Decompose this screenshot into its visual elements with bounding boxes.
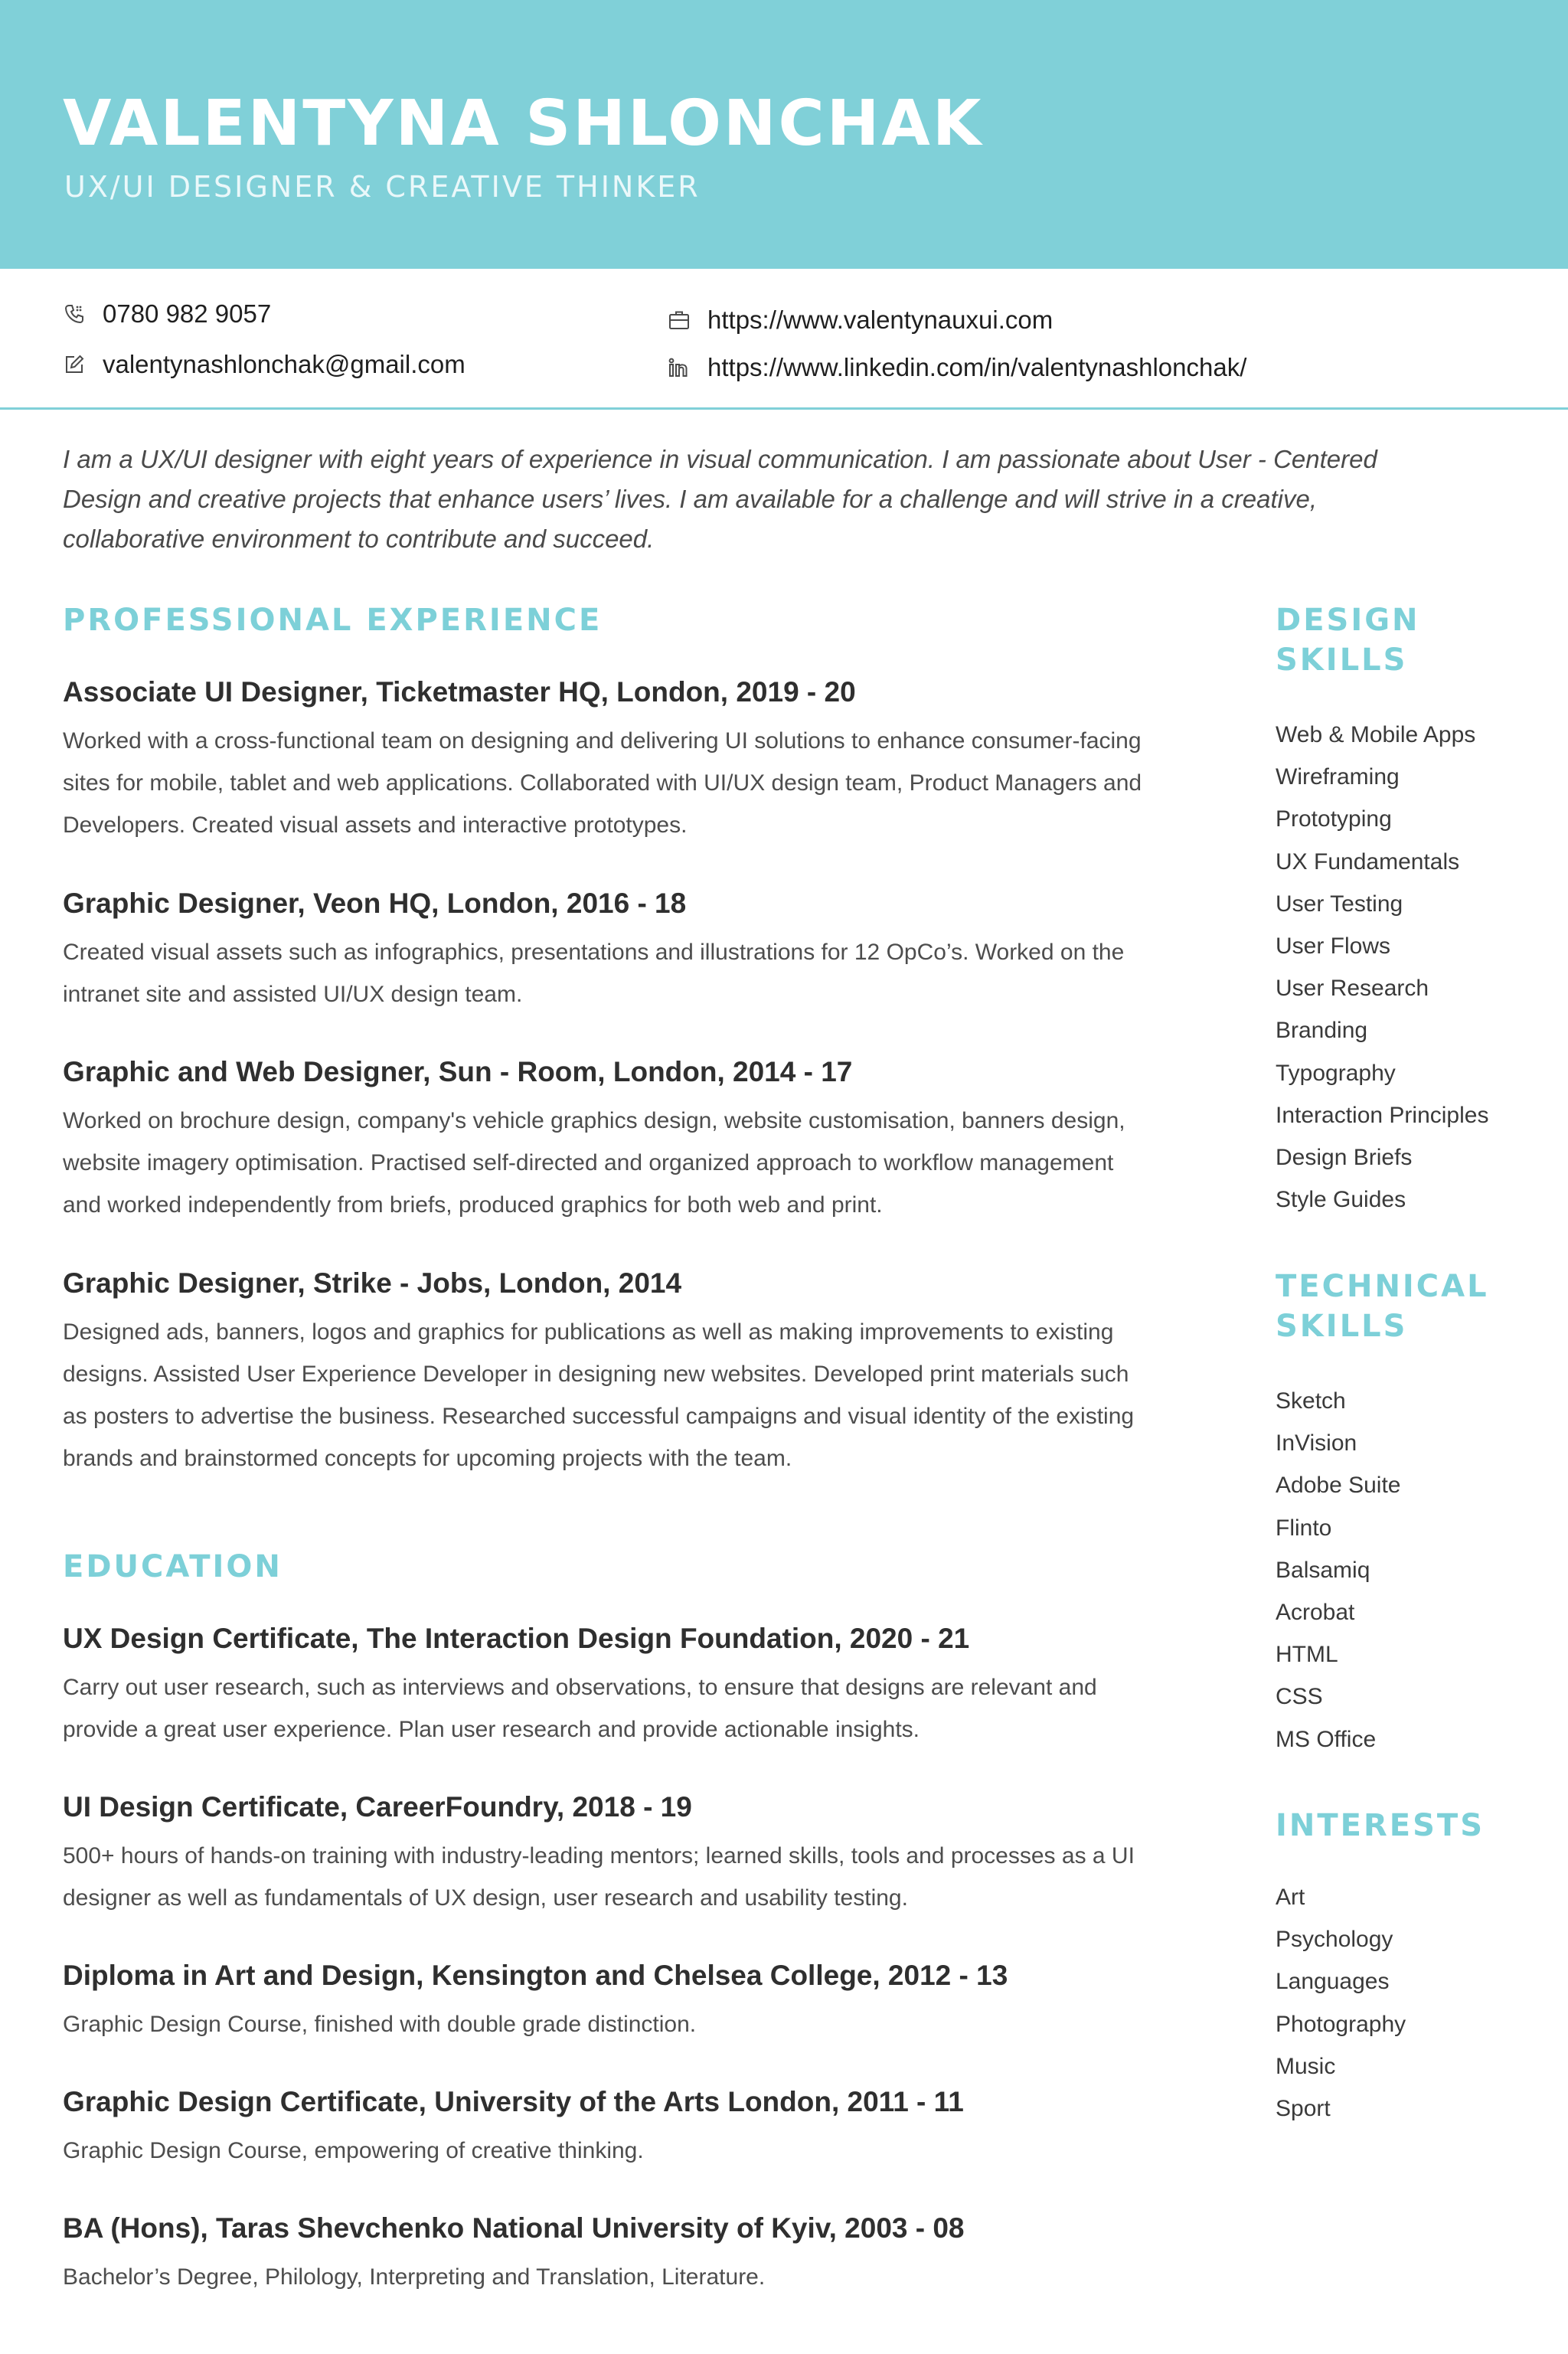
linkedin-icon (668, 356, 691, 379)
technical-skills-heading (1276, 1267, 1551, 1346)
contact-divider (0, 407, 1568, 410)
list-item: InVision (1276, 1430, 1357, 1457)
list-item: MS Office (1276, 1726, 1377, 1752)
list-item: User Flows (1276, 933, 1391, 960)
technical-skills-heading-line1: TECHNICAL (1276, 1269, 1489, 1304)
education-title: Graphic Design Certificate, University of the Arts London, 2011 - 11 (63, 2086, 964, 2117)
experience-heading: PROFESSIONAL EXPERIENCE (63, 603, 603, 638)
contact-linkedin[interactable] (668, 345, 1246, 391)
experience-item (63, 1054, 1158, 1226)
interests-list (1276, 1876, 1406, 2130)
experience-description: Worked on brochure design, company's vehicle graphics design, website customisation, banners design, website imagery optimisation. Practised self-directed and organized approach to workflow management and worked independently from briefs, produced graphics for both web and print. (63, 1108, 1125, 1218)
list-item: Art (1276, 1885, 1305, 1910)
education-item (63, 1789, 1158, 1919)
list-item: Languages (1276, 1969, 1390, 1995)
candidate-name: VALENTYNA SHLONCHAK (63, 87, 984, 160)
education-title: UX Design Certificate, The Interaction Design Foundation, 2020 - 21 (63, 1623, 970, 1654)
phone-icon (63, 302, 86, 325)
technical-skills-heading-line2: SKILLS (1276, 1309, 1408, 1344)
technical-skills-list (1276, 1380, 1400, 1761)
education-description: Carry out user research, such as interviews and observations, to ensure that designs are relevant and provide a great user experience. Plan user research and provide actionable insights. (63, 1675, 1097, 1742)
experience-title: Graphic and Web Designer, Sun - Room, London, 2014 - 17 (63, 1056, 853, 1087)
education-description: Bachelor’s Degree, Philology, Interpreting and Translation, Literature. (63, 2264, 766, 2290)
education-title: Diploma in Art and Design, Kensington and Chelsea College, 2012 - 13 (63, 1960, 1008, 1991)
list-item: Web & Mobile Apps (1276, 722, 1476, 747)
experience-item (63, 1265, 1158, 1479)
list-item: Balsamiq (1276, 1557, 1370, 1583)
list-item: Typography (1276, 1060, 1396, 1086)
list-item: UX Fundamentals (1276, 848, 1460, 875)
header-banner (0, 0, 1568, 269)
list-item: HTML (1276, 1642, 1338, 1668)
experience-description: Created visual assets such as infographics, presentations and illustrations for 12 OpCo’s. Worked on the intranet site and assisted UI/UX design team. (63, 940, 1125, 1007)
list-item: CSS (1276, 1684, 1323, 1710)
list-item: Photography (1276, 2011, 1406, 2037)
experience-description: Designed ads, banners, logos and graphics for publications as well as making improvements to existing designs. Assisted User Experience Developer in designing new websites. Developed print materials such as posters to advertise the business. Researched successful campaigns and visual identity of the existing brands and brainstormed concepts for upcoming projects with the team. (63, 1319, 1135, 1471)
education-item (63, 2210, 1158, 2298)
contact-phone (63, 291, 271, 337)
education-title: UI Design Certificate, CareerFoundry, 2018 - 19 (63, 1791, 692, 1823)
linkedin-link[interactable]: https://www.linkedin.com/in/valentynashlonchak/ (707, 353, 1247, 381)
list-item: Flinto (1276, 1515, 1332, 1541)
experience-title: Associate UI Designer, Ticketmaster HQ, London, 2019 - 20 (63, 676, 856, 708)
education-item (63, 2084, 1158, 2172)
education-title: BA (Hons), Taras Shevchenko National University of Kyiv, 2003 - 08 (63, 2212, 965, 2244)
design-skills-list (1276, 714, 1488, 1221)
education-item (63, 1957, 1158, 2045)
list-item: Style Guides (1276, 1187, 1406, 1213)
candidate-tagline: UX/UI DESIGNER & CREATIVE THINKER (64, 170, 701, 204)
list-item: Psychology (1276, 1927, 1393, 1953)
profile-summary: I am a UX/UI designer with eight years of experience in visual communication. I am passionate about User - Centered Design and creative projects that enhance users’ lives. I am available for a challenge and will strive in a creative, collaborative environment to contribute and succeed. (63, 445, 1377, 553)
contact-website[interactable] (668, 297, 1053, 343)
education-heading: EDUCATION (63, 1549, 283, 1584)
list-item: Prototyping (1276, 806, 1392, 832)
briefcase-icon (668, 309, 691, 332)
education-description: Graphic Design Course, empowering of creative thinking. (63, 2138, 644, 2163)
edit-icon (63, 353, 86, 376)
list-item: Acrobat (1276, 1600, 1355, 1626)
phone-number: 0780 982 9057 (103, 299, 272, 328)
list-item: Branding (1276, 1018, 1368, 1044)
experience-item (63, 885, 1158, 1015)
design-skills-heading-line2: SKILLS (1276, 642, 1408, 678)
interests-heading: INTERESTS (1276, 1808, 1485, 1843)
experience-description: Worked with a cross-functional team on designing and delivering UI solutions to enhance consumer-facing sites for mobile, tablet and web applications. Collaborated with UI/UX design team, Product Managers and Developers. Created visual assets and interactive prototypes. (63, 728, 1142, 838)
list-item: Sport (1276, 2096, 1331, 2122)
design-skills-heading (1276, 600, 1551, 680)
email-link[interactable]: valentynashlonchak@gmail.com (103, 350, 466, 378)
experience-title: Graphic Designer, Strike - Jobs, London, 2014 (63, 1267, 682, 1299)
experience-title: Graphic Designer, Veon HQ, London, 2016 - 18 (63, 888, 687, 919)
experience-item (63, 674, 1158, 846)
website-link[interactable]: https://www.valentynauxui.com (707, 306, 1054, 334)
list-item: Interaction Principles (1276, 1102, 1489, 1128)
education-description: Graphic Design Course, finished with double grade distinction. (63, 2012, 697, 2037)
design-skills-heading-line1: DESIGN (1276, 603, 1420, 638)
education-item (63, 1620, 1158, 1751)
list-item: Design Briefs (1276, 1145, 1413, 1171)
list-item: Wireframing (1276, 764, 1400, 790)
list-item: User Testing (1276, 891, 1403, 917)
list-item: User Research (1276, 976, 1429, 1002)
list-item: Sketch (1276, 1388, 1346, 1414)
list-item: Adobe Suite (1276, 1473, 1401, 1499)
list-item: Music (1276, 2053, 1336, 2079)
contact-email[interactable] (63, 342, 466, 387)
education-description: 500+ hours of hands-on training with industry-leading mentors; learned skills, tools and processes as a UI designer as well as fundamentals of UX design, user research and usability testing. (63, 1843, 1135, 1911)
